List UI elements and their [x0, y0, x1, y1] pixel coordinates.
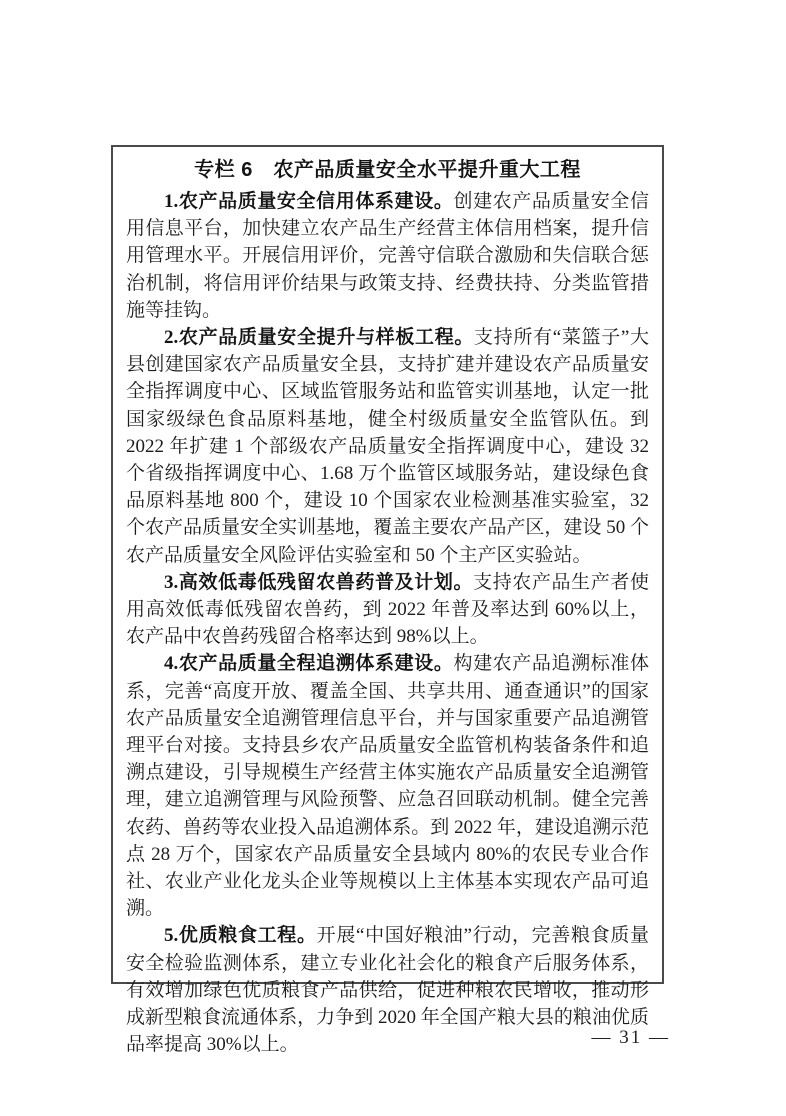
paragraph-1-lead: 1.农产品质量安全信用体系建设。 [164, 191, 454, 212]
box-title: 专栏 6 农产品质量安全水平提升重大工程 [194, 159, 581, 181]
paragraph-3-lead: 3.高效低毒低残留农兽药普及计划。 [164, 571, 474, 593]
paragraph-3 [126, 569, 649, 651]
paragraph-5-lead: 5.优质粮食工程。 [164, 925, 317, 947]
paragraph-2-lead: 2.农产品质量安全提升与样板工程。 [164, 327, 475, 349]
page-number: — 31 — [591, 1027, 670, 1048]
paragraph-5 [126, 922, 649, 1058]
paragraph-1-body: 创建农产品质量安全信用信息平台，加快建立农产品生产经营主体信用档案，提升信用管理水平。开展信用评价，完善守信联合激励和失信联合惩治机制，将信用评价结果与政策支持、经费扶持、分类监管措施等挂钩。 [126, 191, 649, 321]
paragraph-1 [126, 188, 649, 324]
paragraph-2 [126, 324, 649, 569]
paragraph-4-lead: 4.农产品质量全程追溯体系建设。 [164, 653, 454, 675]
paragraph-4-body: 构建农产品追溯标准体系，完善“高度开放、覆盖全国、共享共用、通查通识”的国家农产品质量安全追溯管理信息平台，并与国家重要产品追溯管理平台对接。支持县乡农产品质量安全监管机构装备条件和追溯点建设，引导规模生产经营主体实施农产品质量安全追溯管理，建立追溯管理与风险预警、应急召回联动机制。健全完善农药、兽药等农业投入品追溯体系。到 2022 年，建设追溯示范点 28 万个，国家农产品质量安全县域内 80%的农民专业合作社、农业产业化龙头企业等规模以上主体基本实现农产品可追溯。 [126, 653, 649, 920]
paragraph-2-body: 支持所有“菜篮子”大县创建国家农产品质量安全县，支持扩建并建设农产品质量安全指挥调度中心、区域监管服务站和监管实训基地，认定一批国家级绿色食品原料基地，健全村级质量安全监管队伍。到 2022 年扩建 1 个部级农产品质量安全指挥调度中心，建设 32 个省级指挥调度中心、1.68 万个监管区域服务站，建设绿色食品原料基地 800 个，建设 10 个国家农业检测基准实验室，32 个农产品质量安全实训基地，覆盖主要农产品产区，建设 50 个农产品质量安全风险评估实验室和 50 个主产区实验站。 [126, 327, 649, 566]
paragraph-5-body: 开展“中国好粮油”行动，完善粮食质量安全检验监测体系，建立专业化社会化的粮食产后服务体系，有效增加绿色优质粮食产品供给，促进种粮农民增收，推动形成新型粮食流通体系，力争到 2020 年全国产粮大县的粮油优质品率提高 30%以上。 [126, 925, 649, 1056]
paragraph-4 [126, 650, 649, 922]
paragraph-3-body: 支持农产品生产者使用高效低毒低残留农兽药，到 2022 年普及率达到 60%以上，农产品中农兽药残留合格率达到 98%以上。 [126, 571, 649, 648]
